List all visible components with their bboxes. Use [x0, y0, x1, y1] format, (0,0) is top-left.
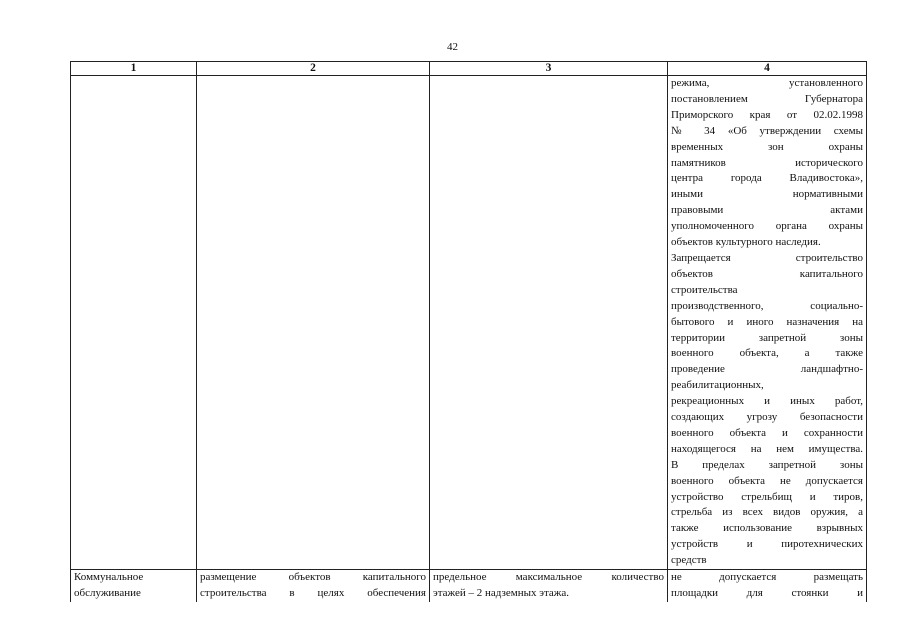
cell-line: объектов капитального	[671, 267, 863, 280]
row2-col3-cell	[430, 570, 668, 602]
cell-line: производственного, социально-	[671, 299, 863, 312]
row2-col2-cell	[197, 570, 430, 602]
cell-line: военного объекта и сохранности	[671, 426, 863, 439]
cell-line: проведение ландшафтно-	[671, 363, 863, 376]
row1-col3-cell	[430, 76, 668, 570]
cell-line: № 34 «Об утверждении схемы	[671, 124, 863, 137]
cell-line: памятников исторического	[671, 156, 863, 169]
cell-line: иными нормативными	[671, 188, 863, 201]
column-header-2: 2	[197, 62, 430, 76]
cell-line: военного объекта не допускается	[671, 474, 863, 487]
row2-col4-cell	[668, 570, 867, 602]
cell-line: этажей – 2 надземных этажа.	[433, 587, 570, 599]
row1-col4-cell	[668, 76, 867, 570]
cell-line: средств	[671, 554, 707, 567]
regulations-table	[70, 61, 867, 602]
cell-line: строительства	[671, 283, 738, 296]
cell-line: площадки для стоянки и	[671, 587, 863, 599]
cell-line: устройств и пиротехнических	[671, 538, 863, 551]
column-header-3: 3	[430, 62, 668, 76]
cell-line: объектов культурного наследия.	[671, 236, 821, 249]
cell-line: режима, установленного	[671, 77, 863, 89]
cell-line: Приморского края от 02.02.1998	[671, 108, 863, 121]
cell-line: создающих угрозу безопасности	[671, 411, 863, 424]
cell-line: размещение объектов капитального	[200, 571, 426, 584]
cell-line: бытового и иного назначения на	[671, 315, 863, 328]
row1-col1-cell	[71, 76, 197, 570]
cell-line: устройство стрельбищ и тиров,	[671, 490, 863, 503]
cell-line: строительства в целях обеспечения	[200, 587, 426, 599]
column-header-1: 1	[71, 62, 197, 76]
cell-line: предельное максимальное количество	[433, 571, 664, 584]
column-header-4: 4	[668, 62, 867, 76]
cell-line: Коммунальное	[74, 571, 144, 584]
cell-line: находящегося на нем имущества.	[671, 442, 863, 455]
cell-line: не допускается размещать	[671, 571, 863, 584]
table-row	[71, 76, 867, 570]
cell-line: центра города Владивостока»,	[671, 172, 863, 185]
cell-line: временных зон охраны	[671, 140, 863, 153]
cell-line: Запрещается строительство	[671, 251, 863, 264]
cell-line: В пределах запретной зоны	[671, 458, 863, 471]
row1-col2-cell	[197, 76, 430, 570]
cell-line: военного объекта, а также	[671, 347, 863, 360]
table-row	[71, 570, 867, 602]
cell-line: также использование взрывных	[671, 522, 863, 535]
cell-line: рекреационных и иных работ,	[671, 395, 863, 408]
row2-col1-cell	[71, 570, 197, 602]
page-number: 42	[447, 41, 458, 53]
cell-line: постановлением Губернатора	[671, 92, 863, 105]
cell-line: реабилитационных,	[671, 379, 764, 392]
cell-line: территории запретной зоны	[671, 331, 863, 344]
cell-line: стрельба из всех видов оружия, а	[671, 506, 863, 519]
cell-line: уполномоченного органа охраны	[671, 220, 863, 233]
table-header-row	[71, 62, 867, 76]
cell-line: правовыми актами	[671, 204, 863, 217]
cell-line: обслуживание	[74, 587, 141, 599]
